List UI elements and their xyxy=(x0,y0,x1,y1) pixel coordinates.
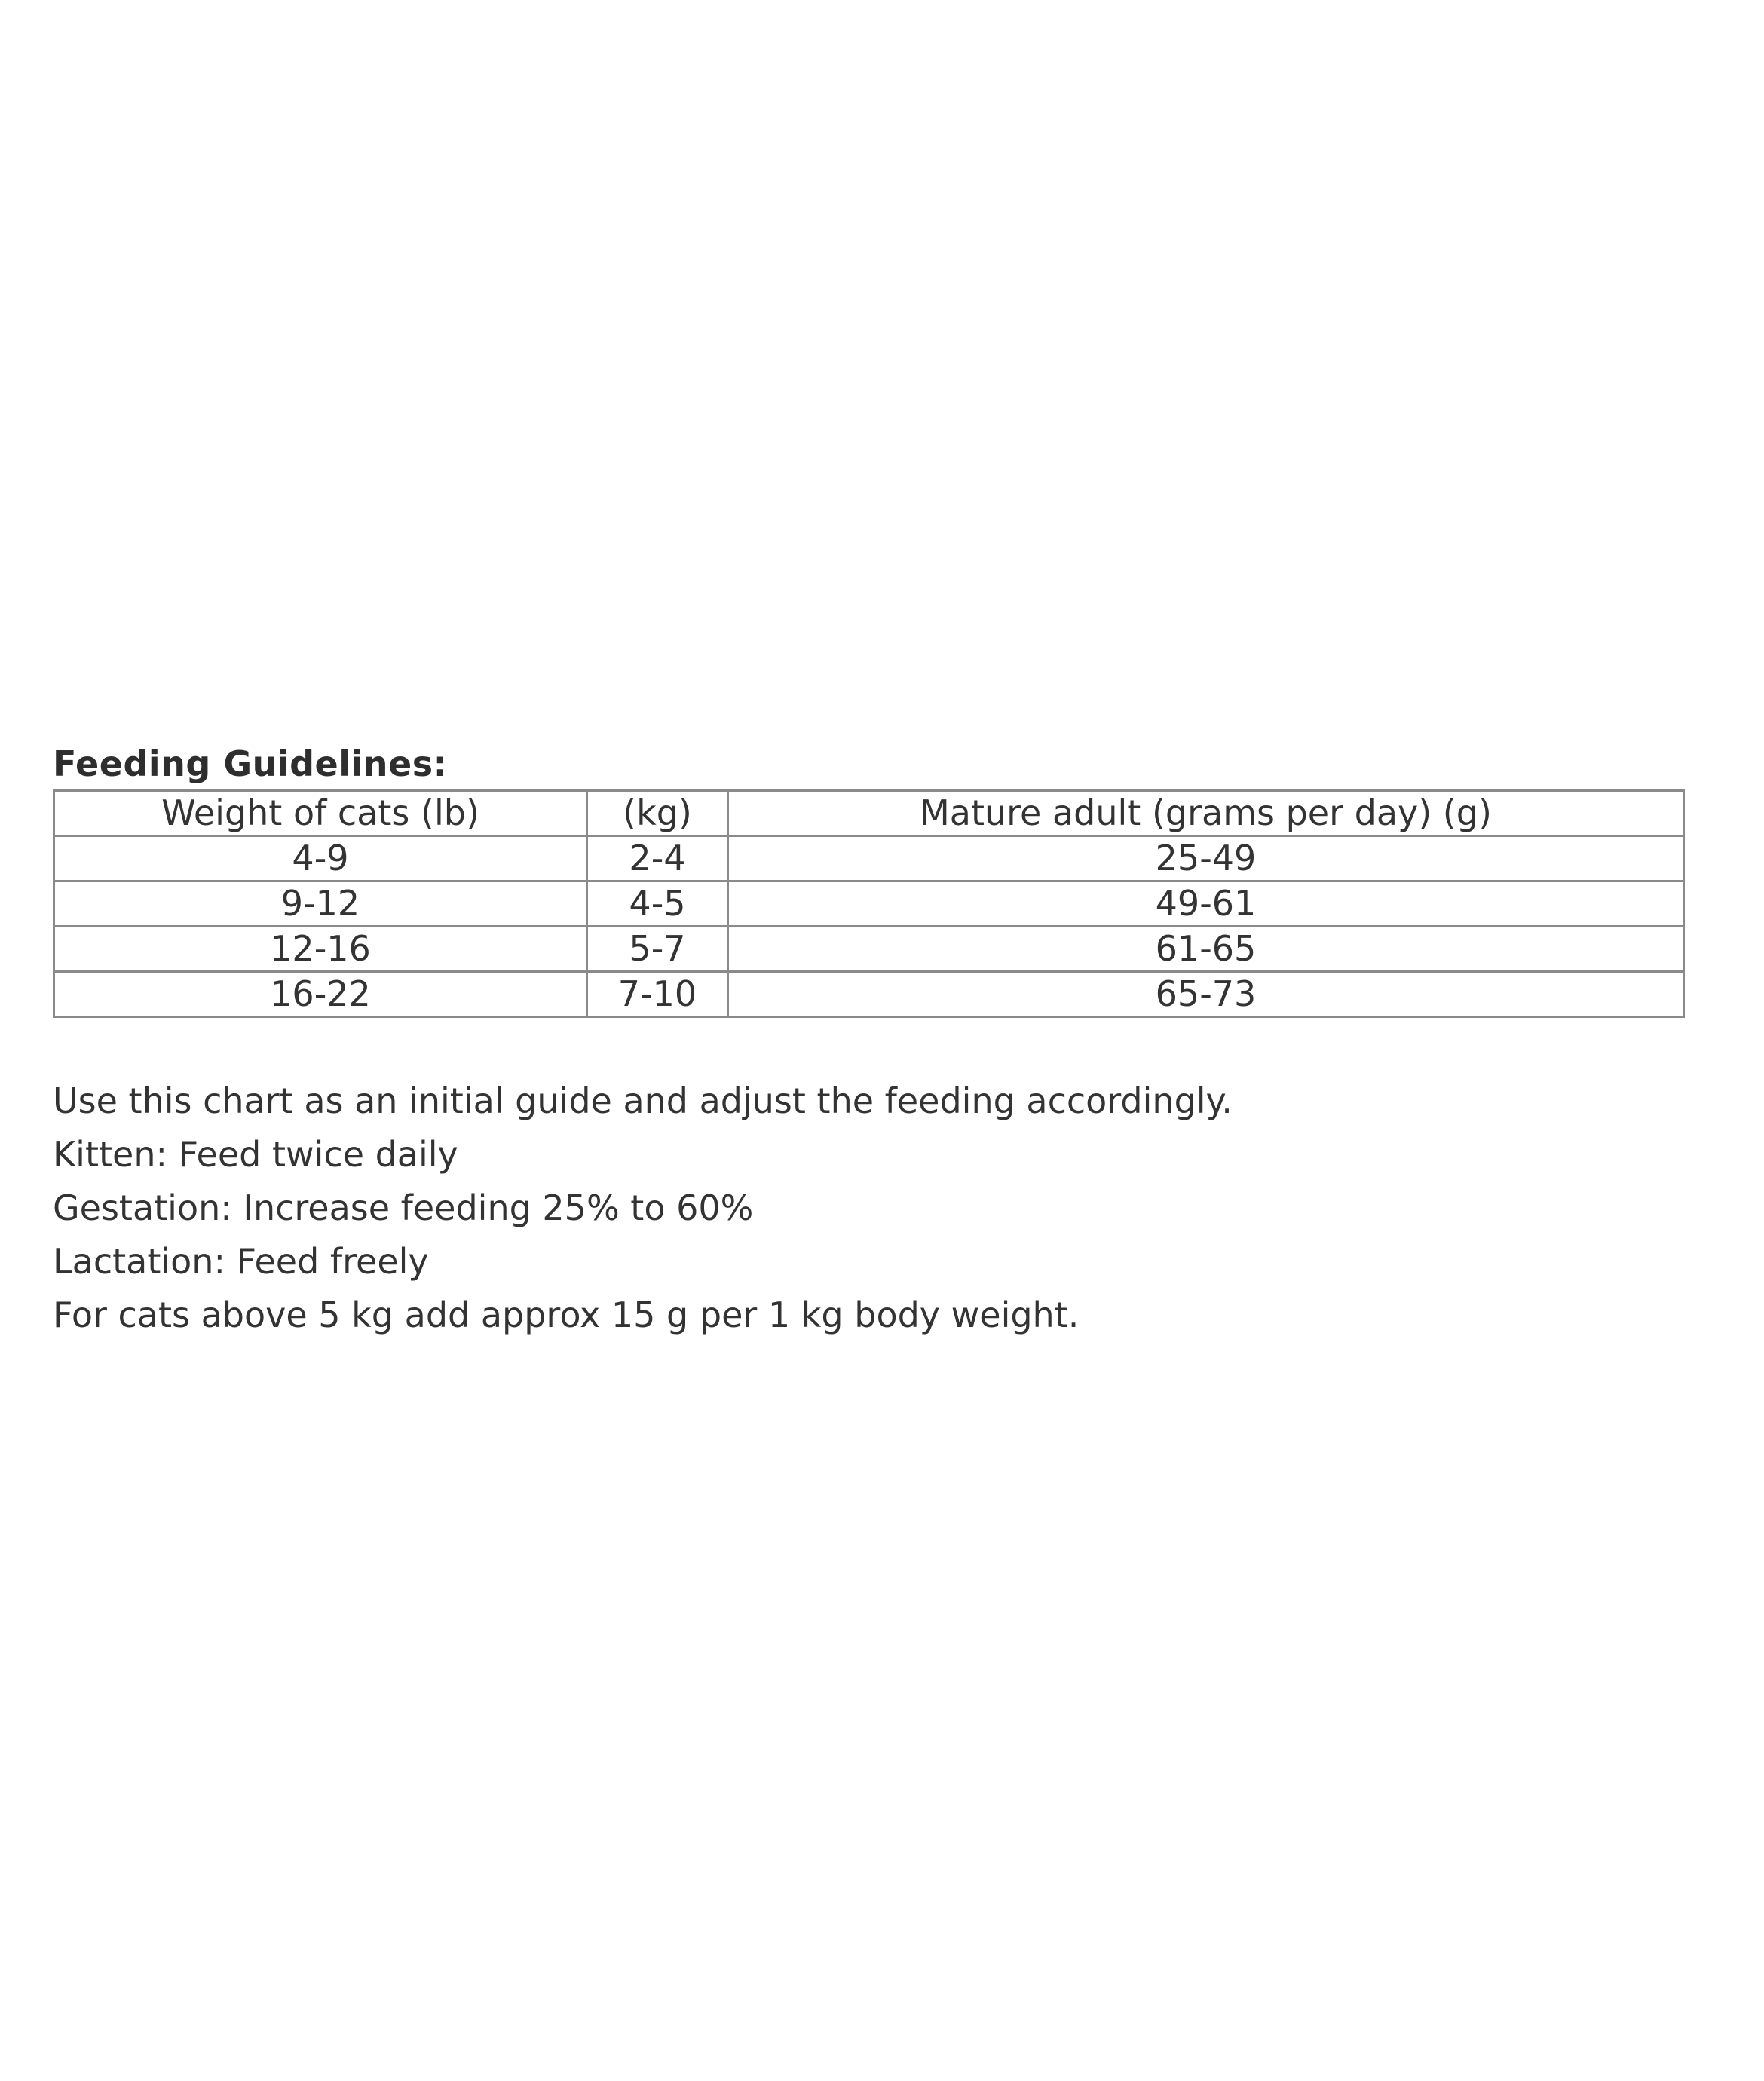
table-row xyxy=(54,881,1684,927)
note-initial-guide: Use this chart as an initial guide and adjust the feeding accordingly. xyxy=(53,1080,1233,1121)
cell-grams-per-day: 61-65 xyxy=(728,927,1684,972)
table-row xyxy=(54,927,1684,972)
cell-weight-kg: 7-10 xyxy=(587,972,728,1017)
cell-weight-kg: 2-4 xyxy=(587,836,728,881)
cell-grams-per-day: 25-49 xyxy=(728,836,1684,881)
feeding-notes xyxy=(53,1074,1681,1342)
note-kitten: Kitten: Feed twice daily xyxy=(53,1134,458,1175)
note-above-5kg: For cats above 5 kg add approx 15 g per 1 kg body weight. xyxy=(53,1295,1080,1335)
feeding-guidelines-section xyxy=(53,743,1681,1342)
table-row xyxy=(54,836,1684,881)
table-row xyxy=(54,972,1684,1017)
note-lactation: Lactation: Feed freely xyxy=(53,1241,429,1282)
header-grams-per-day: Mature adult (grams per day) (g) xyxy=(728,791,1684,836)
note-gestation: Gestation: Increase feeding 25% to 60% xyxy=(53,1188,754,1228)
header-weight-lb: Weight of cats (lb) xyxy=(54,791,587,836)
cell-weight-lb: 16-22 xyxy=(54,972,587,1017)
section-heading: Feeding Guidelines: xyxy=(53,743,448,784)
feeding-table xyxy=(53,789,1685,1018)
cell-grams-per-day: 65-73 xyxy=(728,972,1684,1017)
cell-weight-lb: 9-12 xyxy=(54,881,587,927)
table-header-row xyxy=(54,791,1684,836)
header-weight-kg: (kg) xyxy=(587,791,728,836)
cell-grams-per-day: 49-61 xyxy=(728,881,1684,927)
cell-weight-kg: 5-7 xyxy=(587,927,728,972)
cell-weight-kg: 4-5 xyxy=(587,881,728,927)
cell-weight-lb: 4-9 xyxy=(54,836,587,881)
cell-weight-lb: 12-16 xyxy=(54,927,587,972)
